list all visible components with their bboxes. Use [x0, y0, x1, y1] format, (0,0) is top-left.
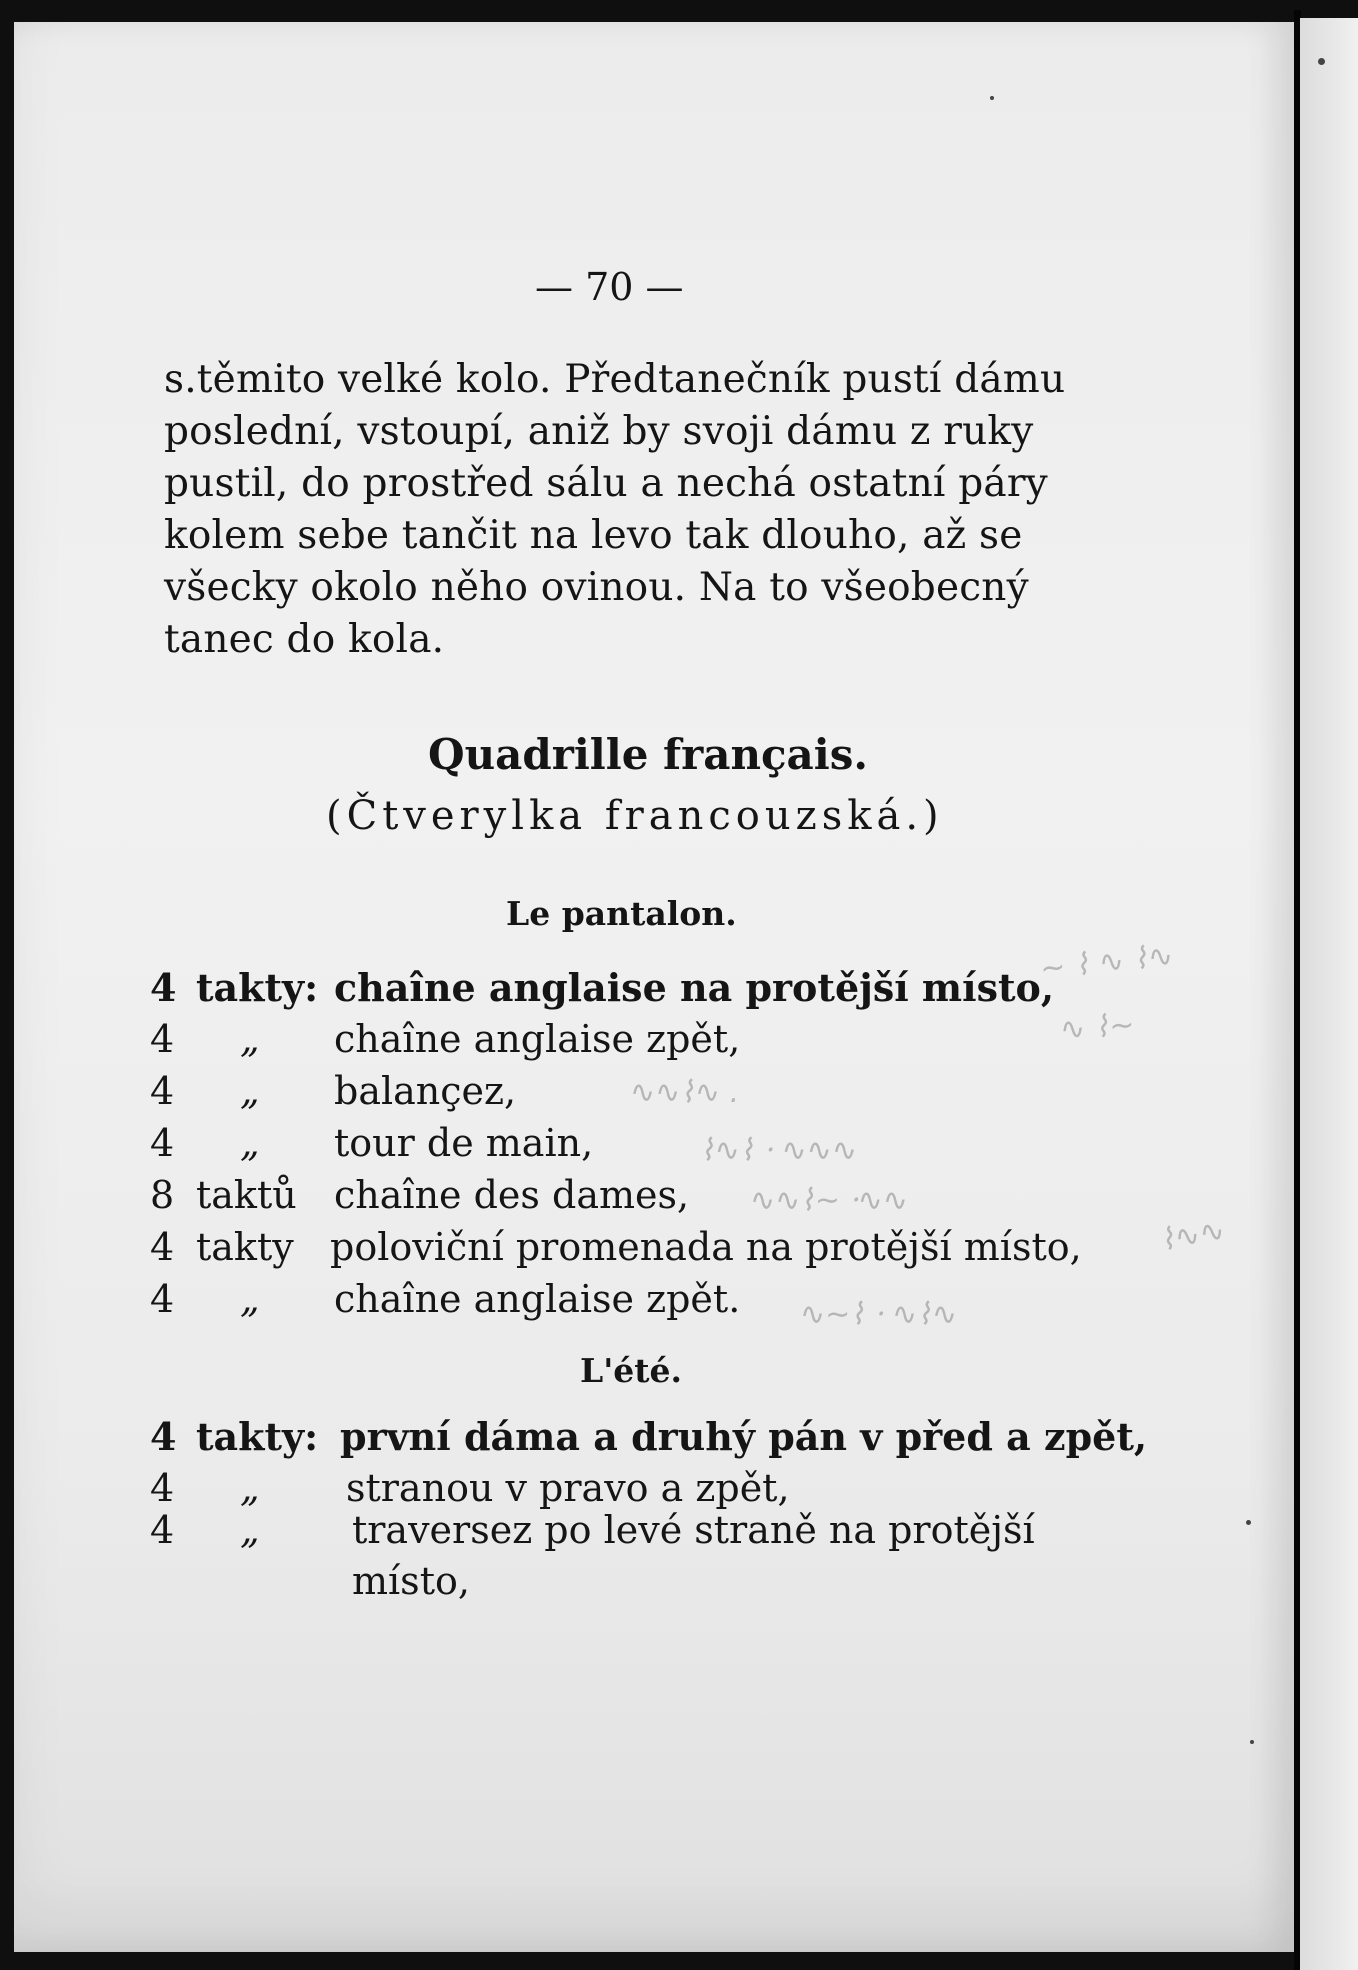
- dance-subtitle: (Čtverylka francouzská.): [326, 793, 944, 839]
- dust-speck: [1250, 1740, 1254, 1744]
- step-unit: takty:: [196, 965, 319, 1010]
- figure-step: [0, 1121, 1280, 1167]
- step-description: chaîne des dames,: [334, 1173, 690, 1217]
- step-description: traversez po levé straně na protější: [352, 1508, 1035, 1552]
- figure-step: [0, 1414, 1280, 1460]
- step-unit: taktů: [196, 1173, 297, 1217]
- dust-speck: [1246, 1520, 1251, 1525]
- step-unit: „: [240, 1508, 260, 1552]
- dust-speck: [990, 96, 994, 100]
- step-count: 4: [150, 1069, 175, 1113]
- step-unit: „: [240, 1121, 260, 1165]
- step-count: 4: [150, 1017, 175, 1061]
- step-count: 4: [150, 1121, 175, 1165]
- step-description: chaîne anglaise zpět.: [334, 1277, 741, 1321]
- section-heading: L'été.: [580, 1351, 683, 1390]
- step-description: balançez,: [334, 1069, 517, 1113]
- figure-step: [0, 1508, 1280, 1554]
- paragraph-line: kolem sebe tančit na levo tak dlouho, až se: [164, 513, 1023, 558]
- pencil-annotation: ⌇∿∿: [1157, 1212, 1228, 1259]
- step-count: 8: [150, 1173, 175, 1217]
- page-number: — 70 —: [535, 265, 684, 309]
- figure-step: [0, 1173, 1280, 1219]
- paragraph-line: tanec do kola.: [164, 617, 445, 662]
- pencil-annotation: ⌇∿⌇ ⸱ ∿∿∿: [700, 1133, 857, 1168]
- step-description: první dáma a druhý pán v před a zpět,: [340, 1414, 1148, 1459]
- figure-step: [0, 1225, 1280, 1271]
- paragraph-line: s.těmito velké kolo. Předtanečník pustí dámu: [164, 357, 1066, 402]
- adjacent-page-edge: [1300, 18, 1358, 1970]
- step-unit: „: [240, 1277, 260, 1321]
- step-count: 4: [150, 1225, 175, 1269]
- step-description: chaîne anglaise zpět,: [334, 1017, 741, 1061]
- section-heading: Le pantalon.: [506, 894, 737, 933]
- step-description: stranou v pravo a zpět,: [346, 1466, 790, 1510]
- figure-step: [0, 1466, 1280, 1512]
- pencil-annotation: ∿∿⌇∼ ⸱∿∿: [750, 1183, 908, 1218]
- pencil-annotation: ∿∼⌇ ⸱ ∿⌇∿: [800, 1297, 957, 1332]
- step-unit: takty:: [196, 1414, 319, 1459]
- figure-step: [0, 1277, 1280, 1323]
- step-count: 4: [150, 1508, 175, 1552]
- step-unit: „: [240, 1069, 260, 1113]
- dance-title: Quadrille français.: [428, 730, 868, 779]
- pencil-annotation: ∿∿⌇∿ .: [630, 1075, 740, 1110]
- paragraph-line: pustil, do prostřed sálu a nechá ostatní páry: [164, 461, 1048, 506]
- step-count: 4: [150, 965, 177, 1010]
- step-count: 4: [150, 1414, 177, 1459]
- step-unit: „: [240, 1017, 260, 1061]
- dust-speck: [1318, 58, 1325, 65]
- paragraph-line: všecky okolo něho ovinou. Na to všeobecný: [164, 565, 1029, 610]
- pencil-annotation: ∿ ⌇∼: [1058, 1007, 1136, 1048]
- step-unit: „: [240, 1466, 260, 1510]
- paragraph-line: poslední, vstoupí, aniž by svoji dámu z ruky: [164, 409, 1034, 454]
- step-description: chaîne anglaise na protější místo,: [334, 965, 1055, 1010]
- step-count: 4: [150, 1277, 175, 1321]
- step-unit: takty: [196, 1225, 294, 1269]
- step-description: poloviční promenada na protější místo,: [330, 1225, 1082, 1269]
- step-description: tour de main,: [334, 1121, 594, 1165]
- pencil-annotation: ~ ⌇ ∿ ⌇∿: [1038, 938, 1175, 987]
- step-continuation: místo,: [352, 1559, 470, 1603]
- step-count: 4: [150, 1466, 175, 1510]
